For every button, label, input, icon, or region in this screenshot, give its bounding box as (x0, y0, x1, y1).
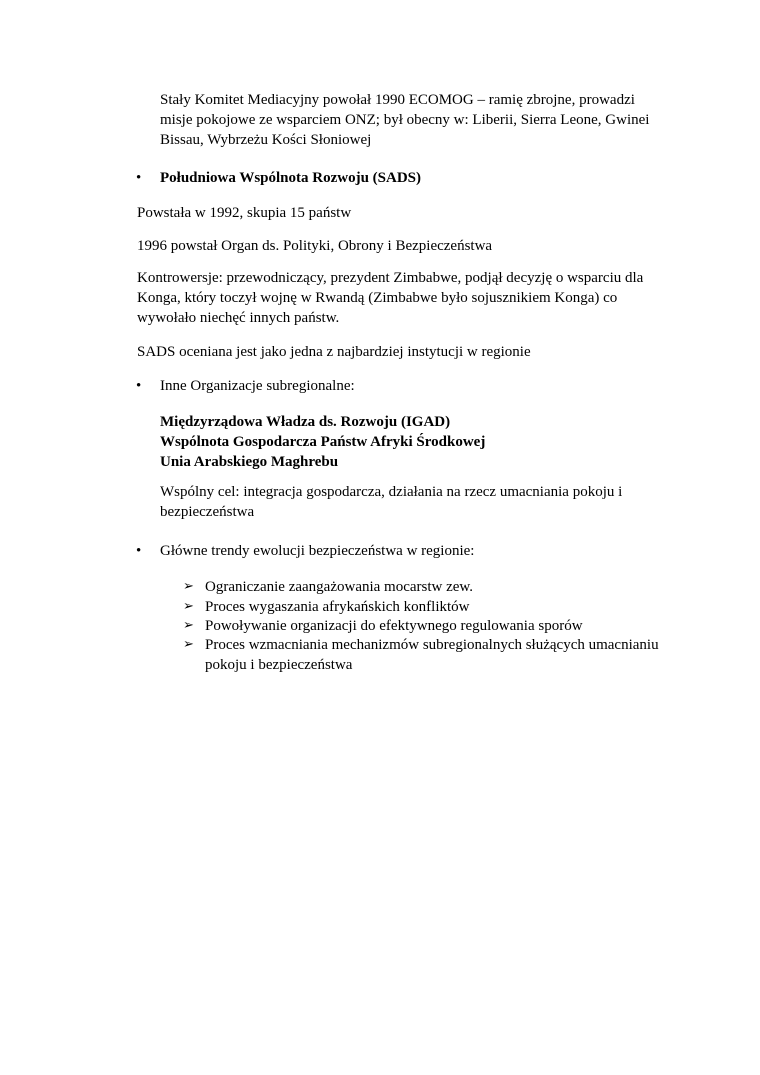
bullet-sads: • (136, 170, 142, 186)
trend-text: Powoływanie organizacji do efektywnego regulowania sporów (205, 618, 583, 634)
trend-text: Ograniczanie zaangażowania mocarstw zew. (205, 579, 474, 595)
sads-paragraph-4: SADS oceniana jest jako jedna z najbardziej instytucji w regionie (137, 344, 531, 360)
trend-text: Proces wzmacniania mechanizmów subregionalnych służących umacnianiu pokoju i bezpieczeństwa (205, 637, 659, 673)
trend-text: Proces wygaszania afrykańskich konfliktów (205, 599, 470, 615)
arrow-bullet-icon: ➢ (183, 637, 194, 652)
intro-paragraph: Stały Komitet Mediacyjny powołał 1990 ECOMOG – ramię zbrojne, prowadzi misje pokojowe ze wsparciem ONZ; był obecny w: Liberii, Sierra Leone, Gwinei Bissau, Wybrzeżu Kości Słoniowej (160, 92, 650, 148)
organization-list (160, 412, 670, 472)
heading-other-orgs: Inne Organizacje subregionalne: (160, 378, 355, 394)
arrow-bullet-icon: ➢ (183, 599, 194, 614)
sads-paragraph-2: 1996 powstał Organ ds. Polityki, Obrony i Bezpieczeństwa (137, 238, 493, 254)
bullet-other-orgs: • (136, 378, 142, 394)
common-goal-paragraph: Wspólny cel: integracja gospodarcza, działania na rzecz umacniania pokoju i bezpieczeństwa (160, 484, 623, 520)
organization-item: Unia Arabskiego Maghrebu (160, 454, 339, 470)
arrow-bullet-icon: ➢ (183, 618, 194, 633)
organization-item: Międzyrządowa Władza ds. Rozwoju (IGAD) (160, 414, 451, 430)
sads-paragraph-3: Kontrowersje: przewodniczący, prezydent Zimbabwe, podjął decyzję o wsparciu dla Konga, który toczył wojnę w Rwandą (Zimbabwe było sojusznikiem Konga) co wywołało niechęć innych państw. (137, 270, 644, 326)
organization-item: Wspólnota Gospodarcza Państw Afryki Środkowej (160, 434, 486, 450)
bullet-trends: • (136, 543, 142, 559)
sads-paragraph-1: Powstała w 1992, skupia 15 państw (137, 205, 352, 221)
heading-sads: Południowa Wspólnota Rozwoju (SADS) (160, 170, 422, 186)
heading-trends: Główne trendy ewolucji bezpieczeństwa w regionie: (160, 543, 475, 559)
arrow-bullet-icon: ➢ (183, 579, 194, 594)
